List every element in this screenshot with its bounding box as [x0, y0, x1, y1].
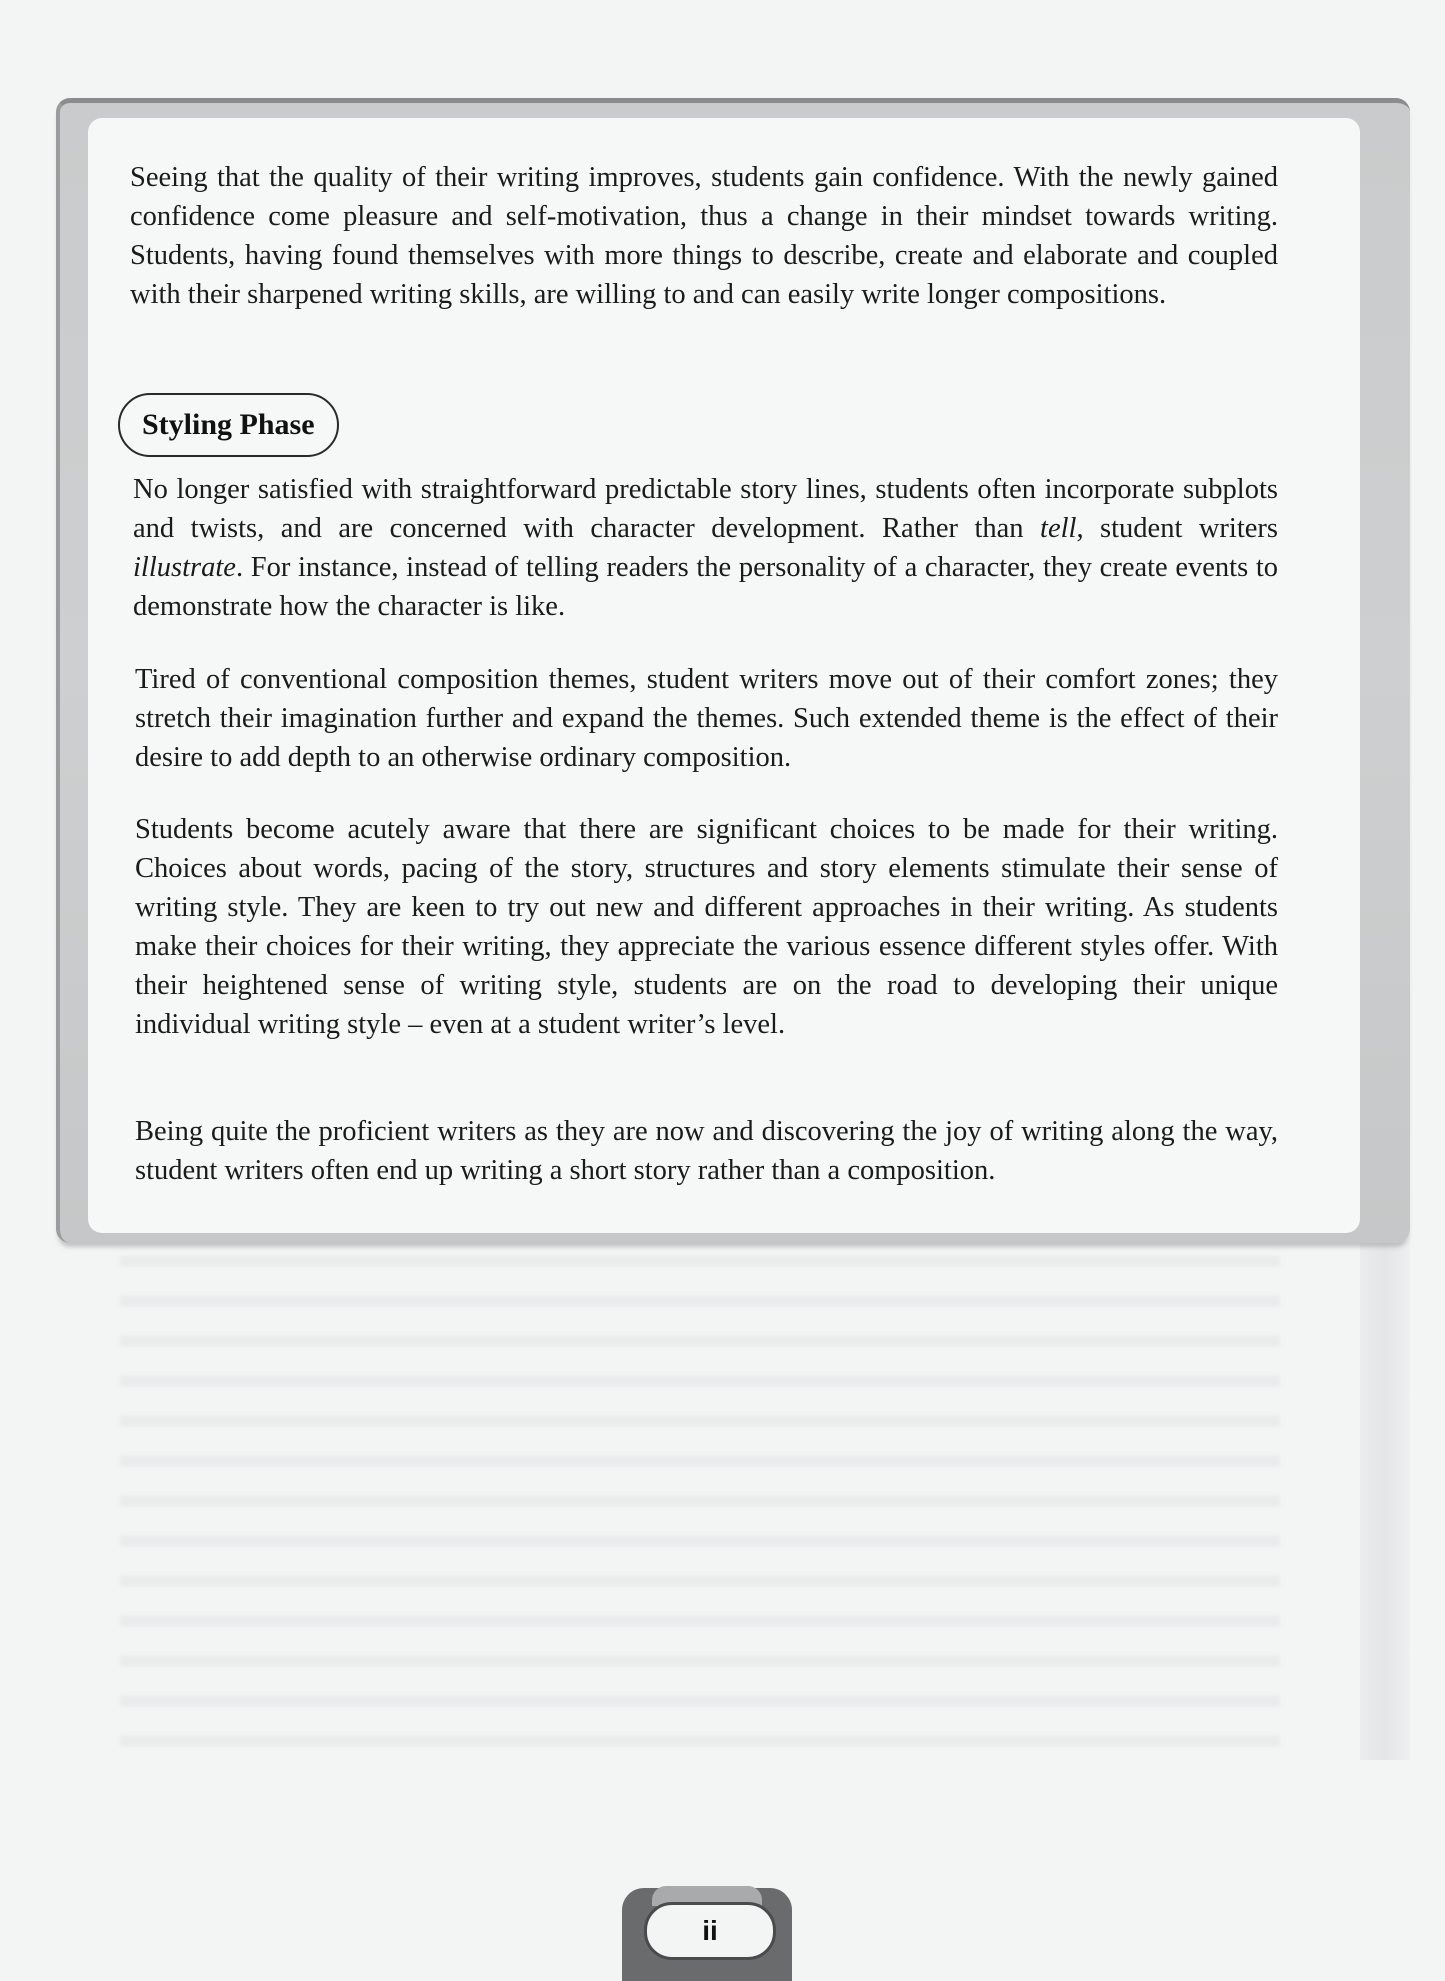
paragraph-text: No longer satisfied with straightforward predictable story lines, students often incorporate subplots and twists, and are concerned with character development. Rather than — [133, 474, 1278, 544]
emphasis-tell: tell — [1040, 513, 1077, 544]
styling-phase-paragraph-1 — [133, 470, 1278, 626]
emphasis-illustrate: illustrate — [133, 552, 236, 583]
reverse-side-bleed-text — [120, 1230, 1280, 1770]
styling-phase-paragraph-2: Tired of conventional composition themes, student writers move out of their comfort zones; they stretch their imagination further and expand the themes. Such extended theme is the effect of their desire to add depth to an otherwise ordinary composition. — [135, 664, 1278, 773]
styling-phase-paragraph-3: Students become acutely aware that there are significant choices to be made for their writing. Choices about words, pacing of the story, structures and story elements stimulate their sense of writing style. They are keen to try out new and different approaches in their writing. As students make their choices for their writing, they appreciate the various essence different styles offer. With their heightened sense of writing style, students are on the road to developing their unique individual writing style – even at a student writer’s level. — [135, 814, 1278, 1040]
paragraph-text: , student writers — [1076, 513, 1278, 544]
page-number — [644, 1902, 776, 1960]
page-number-label: ii — [702, 1915, 718, 1946]
intro-paragraph: Seeing that the quality of their writing improves, students gain confidence. With the newly gained confidence come pleasure and self-motivation, thus a change in their mindset towards writing. Students, having found themselves with more things to describe, create and elaborate and coupled with their sharpened writing skills, are willing to and can easily write longer compositions. — [130, 162, 1278, 310]
styling-phase-paragraph-4: Being quite the proficient writers as they are now and discovering the joy of writing along the way, student writers often end up writing a short story rather than a composition. — [135, 1116, 1278, 1186]
section-heading-styling-phase — [118, 393, 339, 457]
paragraph-text: . For instance, instead of telling readers the personality of a character, they create events to demonstrate how the character is like. — [133, 552, 1278, 622]
section-heading-label: Styling Phase — [142, 408, 315, 441]
